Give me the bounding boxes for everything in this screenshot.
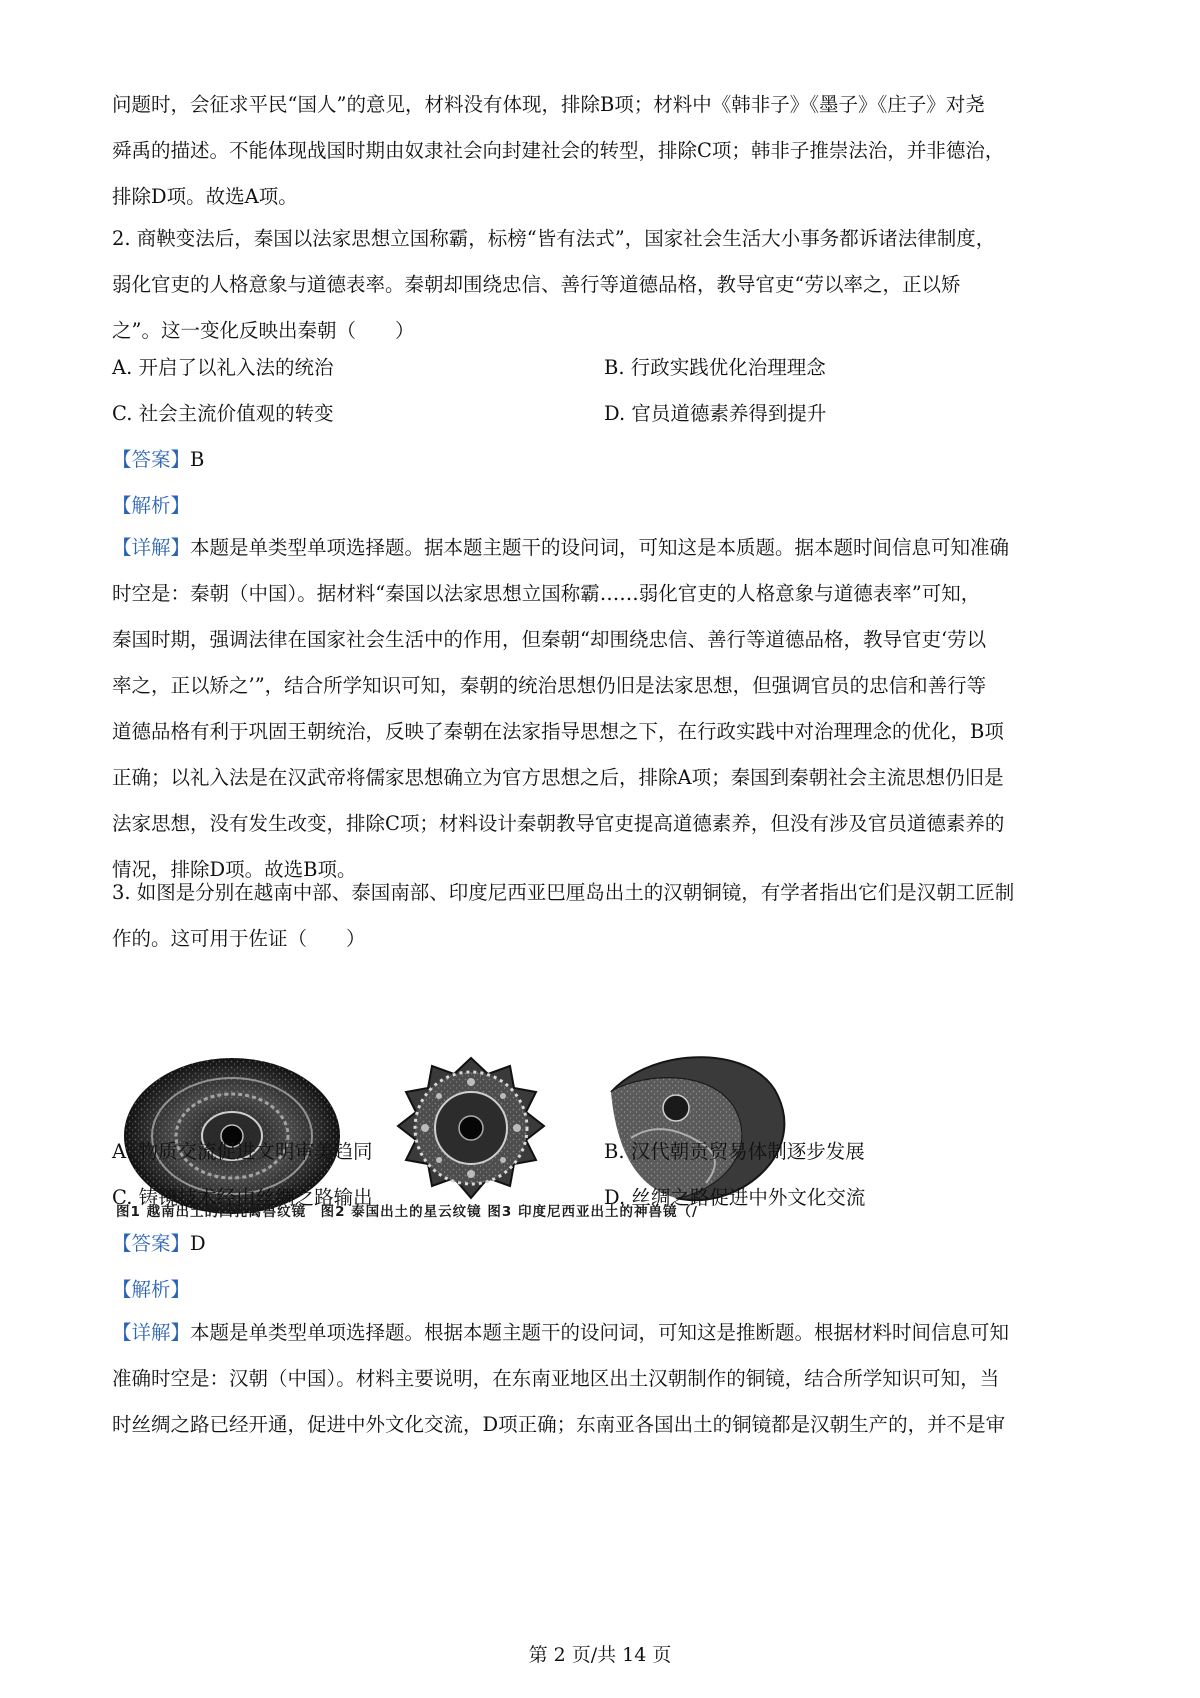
text-line: 问题时，会征求平民“国人”的意见，材料没有体现，排除B项；材料中《韩非子》《墨子》《庄子》对尧: [112, 93, 985, 116]
text-line: 法家思想，没有发生改变，排除C项；材料设计秦朝教导官吏提高道德素养，但没有涉及官员道德素养的: [112, 812, 1005, 835]
q2-detail: [112, 525, 1092, 893]
answer-tag: 【答案】: [112, 448, 191, 471]
text-line: 3. 如图是分别在越南中部、泰国南部、印度尼西亚巴厘岛出土的汉朝铜镜，有学者指出它们是汉朝工匠制: [112, 881, 1015, 904]
mirror-2-image: [398, 1058, 544, 1198]
text-line: 时丝绸之路已经开通，促进中外文化交流，D项正确；东南亚各国出土的铜镜都是汉朝生产的，并不是审: [112, 1413, 1006, 1436]
q3-option-a: A. 物质交流促进文明审美趋同: [112, 1140, 373, 1163]
detail-tag: 【详解】: [112, 536, 191, 559]
answer-value: D: [190, 1232, 206, 1255]
answer-tag: 【答案】: [112, 1232, 191, 1255]
q3-detail: [112, 1310, 1092, 1448]
answer-value: B: [190, 448, 205, 471]
q3-answer: [112, 1221, 206, 1267]
q2-analysis-tag: 【解析】: [112, 494, 191, 517]
detail-tag: 【详解】: [112, 1321, 191, 1344]
text-line: [112, 525, 1092, 571]
text-line: 道德品格有利于巩固王朝统治，反映了秦朝在法家指导思想之下，在行政实践中对治理理念的优化，B项: [112, 720, 1004, 743]
q3-option-b: B. 汉代朝贡贸易体制逐步发展: [604, 1140, 865, 1163]
page-number: 第 2 页/共 14 页: [528, 1644, 672, 1666]
q2-option-b: B. 行政实践优化治理理念: [604, 356, 826, 379]
q1-analysis-tail: [112, 82, 1092, 220]
text-line: 准确时空是：汉朝（中国）。材料主要说明，在东南亚地区出土汉朝制作的铜镜，结合所学知识可知，当: [112, 1367, 1000, 1390]
text-line: 率之，正以矫之’”，结合所学知识可知，秦朝的统治思想仍旧是法家思想，但强调官员的忠信和善行等: [112, 674, 987, 697]
q3-stem: [112, 870, 1092, 962]
text-line: 时空是：秦朝（中国）。据材料“秦国以法家思想立国称霸……弱化官吏的人格意象与道德表率”可知，: [112, 582, 981, 605]
q2-answer: [112, 437, 204, 483]
text-line: 弱化官吏的人格意象与道德表率。秦朝却围绕忠信、善行等道德品格，教导官吏“劳以率之，正以矫: [112, 273, 961, 296]
q2-stem: [112, 216, 1092, 354]
text-line: 秦国时期，强调法律在国家社会生活中的作用，但秦朝“却围绕忠信、善行等道德品格，教导官吏‘劳以: [112, 628, 987, 651]
q3-option-c: C. 铸镜技术经由丝绸之路输出: [112, 1186, 373, 1209]
q2-option-c: C. 社会主流价值观的转变: [112, 402, 334, 425]
text-line: 2. 商鞅变法后，秦国以法家思想立国称霸，标榜“皆有法式”，国家社会生活大小事务都诉诸法律制度，: [112, 227, 996, 250]
text-line: 正确；以礼入法是在汉武帝将儒家思想确立为官方思想之后，排除A项；秦国到秦朝社会主流思想仍旧是: [112, 766, 1004, 789]
q2-option-a: A. 开启了以礼入法的统治: [112, 356, 334, 379]
q2-option-d: D. 官员道德素养得到提升: [604, 402, 827, 425]
text-line: 排除D项。故选A项。: [112, 185, 298, 208]
detail-text: 本题是单类型单项选择题。据本题主题干的设问词，可知这是本质题。据本题时间信息可知准确: [190, 536, 1010, 559]
detail-text: 本题是单类型单项选择题。根据本题主题干的设问词，可知这是推断题。根据材料时间信息可知: [190, 1321, 1010, 1344]
text-line: 舜禹的描述。不能体现战国时期由奴隶社会向封建社会的转型，排除C项；韩非子推崇法治，并非德治，: [112, 139, 1005, 162]
q3-option-d: D. 丝绸之路促进中外文化交流: [604, 1186, 866, 1209]
q3-analysis-tag: 【解析】: [112, 1278, 191, 1301]
text-line: 情况，排除D项。故选B项。: [112, 858, 357, 881]
figure-caption: 图1 越南出土的四乳禽兽纹镜 图2 泰国出土的星云纹镜 图3 印度尼西亚出土的神兽镜（/: [116, 1204, 698, 1220]
text-line: 之”。这一变化反映出秦朝（ ）: [112, 319, 415, 342]
text-line: 作的。这可用于佐证（ ）: [112, 927, 366, 950]
text-line: [112, 1310, 1092, 1356]
